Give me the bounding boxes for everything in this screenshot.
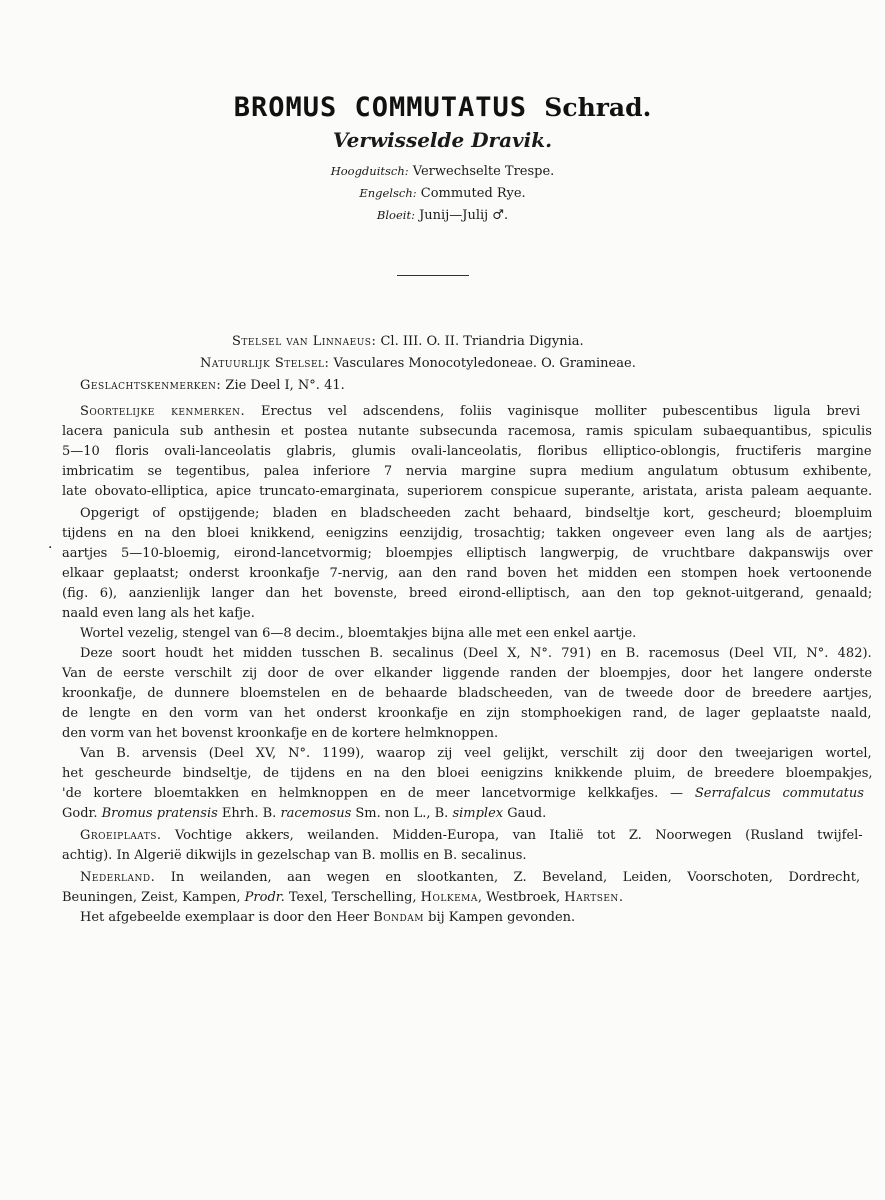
species-author: Schrad. — [544, 93, 652, 122]
text-line: 'de kortere bloemtakken en helmknoppen en de meer lancetvormige kelkkafjes. — Serrafalcus commutatus — [62, 786, 864, 801]
text-line: het gescheurde bindseltje, de tijdens en na den bloei eenigzins knikkende pluim, de breedere bloempakjes, — [62, 766, 873, 781]
german-label: Hoogduitsch: — [330, 164, 409, 178]
text-line: Wortel vezelig, stengel van 6—8 decim., bloemtakjes bijna alle met een enkel aartje. — [80, 626, 637, 641]
text-line: Van de eerste verschilt zij door de over elkander liggende randen der bloempjes, door het langere onderste — [62, 666, 873, 681]
text-line: tijdens en na den bloei knikkend, eenigzins eenzijdig, trosachtig; takken ongeveer even lang als de aartjes; — [62, 526, 873, 541]
text-line: naald even lang als het kafje. — [62, 606, 255, 621]
text-line: Het afgebeelde exemplaar is door den Heer Bondam bij Kampen gevonden. — [80, 910, 576, 925]
text-line: (fig. 6), aanzienlijk langer dan het bovenste, breed eirond-elliptisch, aan den top geknot-uitgerand, genaald; — [62, 586, 873, 601]
english-name: Commuted Rye. — [420, 186, 526, 201]
text-line: Geslachtskenmerken: Zie Deel I, N°. 41. — [80, 378, 345, 393]
text-line: Opgerigt of opstijgende; bladen en bladscheeden zacht behaard, bindseltje kort, gescheurd; bloempluim — [80, 506, 873, 521]
text-line: kroonkafje, de dunnere bloemstelen en de behaarde bladscheeden, van de tweede door de breedere aartjes, — [62, 686, 873, 701]
text-line: late obovato-elliptica, apice truncato-emarginata, superiorem conspicue superante, aristata, arista paleam aequante. — [62, 484, 873, 499]
german-name: Verwechselte Trespe. — [412, 164, 555, 179]
dutch-name: Verwisselde Dravik. — [332, 128, 553, 152]
text-line: Beuningen, Zeist, Kampen, Prodr. Texel, Terschelling, Holkema, Westbroek, Hartsen. — [62, 890, 623, 905]
english-label: Engelsch: — [359, 186, 417, 200]
text-line: Natuurlijk Stelsel: Vasculares Monocotyledoneae. O. Gramineae. — [200, 356, 636, 371]
flowering-value: Junij—Julij ♂. — [419, 208, 509, 223]
text-line: Groeiplaats. Vochtige akkers, weilanden. Midden-Europa, van Italië tot Z. Noorwegen (Rusland twijfel- — [80, 828, 863, 843]
text-line: Soortelijke kenmerken. Erectus vel adscendens, foliis vaginisque molliter pubescentibus ligula brevi — [80, 404, 861, 419]
german-name-row — [0, 164, 885, 179]
text-line: imbricatim se tegentibus, palea inferiore 7 nervia margine supra medium angulatum obtusum exhibente, — [62, 464, 872, 479]
flowering-row — [0, 208, 885, 223]
text-line: aartjes 5—10-bloemig, eirond-lancetvormig; bloempjes elliptisch langwerpig, de vruchtbare dakpanswijs over — [62, 546, 873, 561]
page-title — [0, 92, 885, 123]
text-line: 5—10 floris ovali-lanceolatis glabris, glumis ovali-lanceolatis, floribus elliptico-oblongis, fructiferis margine — [62, 444, 872, 459]
margin-dot: · — [48, 540, 53, 556]
text-line: Van B. arvensis (Deel XV, N°. 1199), waarop zij veel gelijkt, verschilt zij door den tweejarigen wortel, — [80, 746, 872, 761]
text-line: de lengte en den vorm van het onderst kroonkafje en zijn stomphoekigen rand, de lager geplaatste naald, — [62, 706, 872, 721]
species-name: BROMUS COMMUTATUS — [233, 92, 528, 123]
text-line: Deze soort houdt het midden tusschen B. secalinus (Deel X, N°. 791) en B. racemosus (Deel VII, N°. 482). — [80, 646, 872, 661]
english-name-row — [0, 186, 885, 201]
text-line: lacera panicula sub anthesin et postea nutante subsecunda racemosa, ramis spiculam subaequantibus, spiculis — [62, 424, 872, 439]
text-line: Stelsel van Linnaeus: Cl. III. O. II. Triandria Digynia. — [232, 334, 584, 349]
text-line: Nederland. In weilanden, aan wegen en slootkanten, Z. Beveland, Leiden, Voorschoten, Dordrecht, — [80, 870, 861, 885]
text-line: den vorm van het bovenst kroonkafje en de kortere helmknoppen. — [62, 726, 499, 741]
text-line: Godr. Bromus pratensis Ehrh. B. racemosus Sm. non L., B. simplex Gaud. — [62, 806, 547, 821]
text-line: achtig). In Algerië dikwijls in gezelschap van B. mollis en B. secalinus. — [62, 848, 527, 863]
text-line: elkaar geplaatst; onderst kroonkafje 7-nervig, aan den rand boven het midden een stompen hoek vertoonende — [62, 566, 872, 581]
flowering-label: Bloeit: — [376, 208, 415, 222]
divider-rule — [397, 275, 469, 276]
